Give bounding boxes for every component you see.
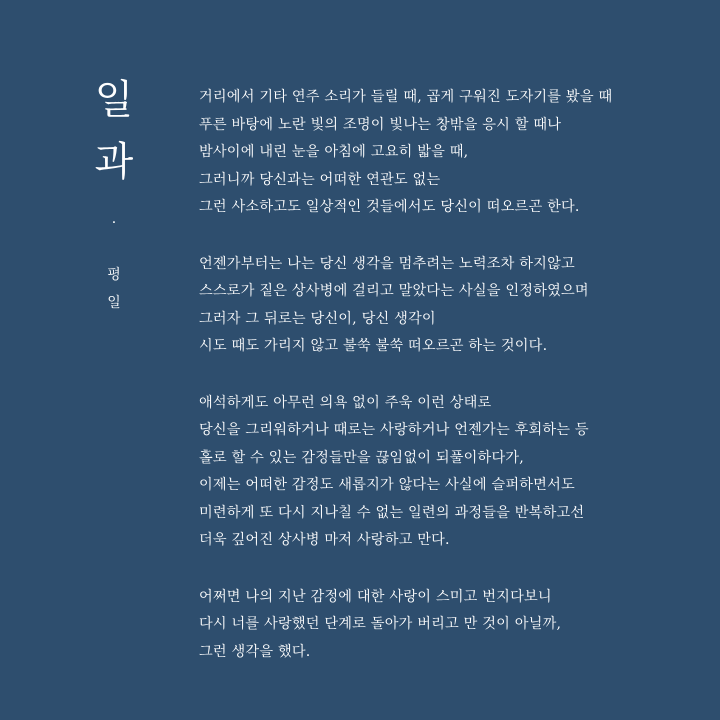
poem-line: 그런 사소하고도 일상적인 것들에서도 당신이 떠오르곤 한다.: [199, 199, 580, 215]
title-divider: ·: [111, 215, 117, 231]
poem-line: 스스로가 짙은 상사병에 걸리고 말았다는 사실을 인정하였으며: [199, 283, 589, 299]
stanza-3: [199, 390, 699, 555]
poem-body: [199, 84, 699, 695]
poem-line: 언젠가부터는 나는 당신 생각을 멈추려는 노력조차 하지않고: [199, 255, 575, 272]
poem-line: 당신을 그리워하거나 때로는 사랑하거나 언젠가는 후회하는 등: [199, 422, 589, 438]
title-column: [78, 77, 150, 311]
stanza-1: [199, 84, 699, 222]
poem-line: 더욱 깊어진 상사병 마저 사랑하고 만다.: [199, 532, 450, 548]
poem-line: 시도 때도 가리지 않고 불쑥 불쑥 떠오르곤 하는 것이다.: [199, 338, 548, 354]
poem-line: 그런 생각을 했다.: [199, 643, 311, 660]
title-char-2: 과: [94, 139, 134, 185]
poem-line: 다시 너를 사랑했던 단계로 돌아가 버리고 만 것이 아닐까,: [199, 616, 562, 632]
subtitle-char-1: 평: [107, 267, 121, 283]
subtitle-char-2: 일: [107, 295, 121, 311]
poem-line: 미련하게 또 다시 지나칠 수 없는 일련의 과정들을 반복하고선: [199, 504, 585, 521]
stanza-4: [199, 584, 699, 667]
poem-line: 그러자 그 뒤로는 당신이, 당신 생각이: [199, 310, 436, 327]
stanza-2: [199, 251, 699, 361]
poem-line: 푸른 바탕에 노란 빛의 조명이 빛나는 창밖을 응시 할 때나: [199, 116, 562, 133]
poem-line: 그러니까 당신과는 어떠한 연관도 없는: [199, 171, 441, 188]
poem-line: 거리에서 기타 연주 소리가 들릴 때, 곱게 구워진 도자기를 봤을 때: [199, 89, 613, 105]
poem-line: 애석하게도 아무런 의욕 없이 주욱 이런 상태로: [199, 394, 492, 411]
poem-line: 밤사이에 내린 눈을 아침에 고요히 밟을 때,: [199, 144, 469, 160]
title-char-1: 일: [94, 77, 134, 123]
poem-line: 홀로 할 수 있는 감정들만을 끊임없이 되풀이하다가,: [199, 449, 524, 466]
poem-line: 이제는 어떠한 감정도 새롭지가 않다는 사실에 슬퍼하면서도: [199, 477, 575, 493]
poem-line: 어쩌면 나의 지난 감정에 대한 사랑이 스미고 번지다보니: [199, 588, 552, 605]
